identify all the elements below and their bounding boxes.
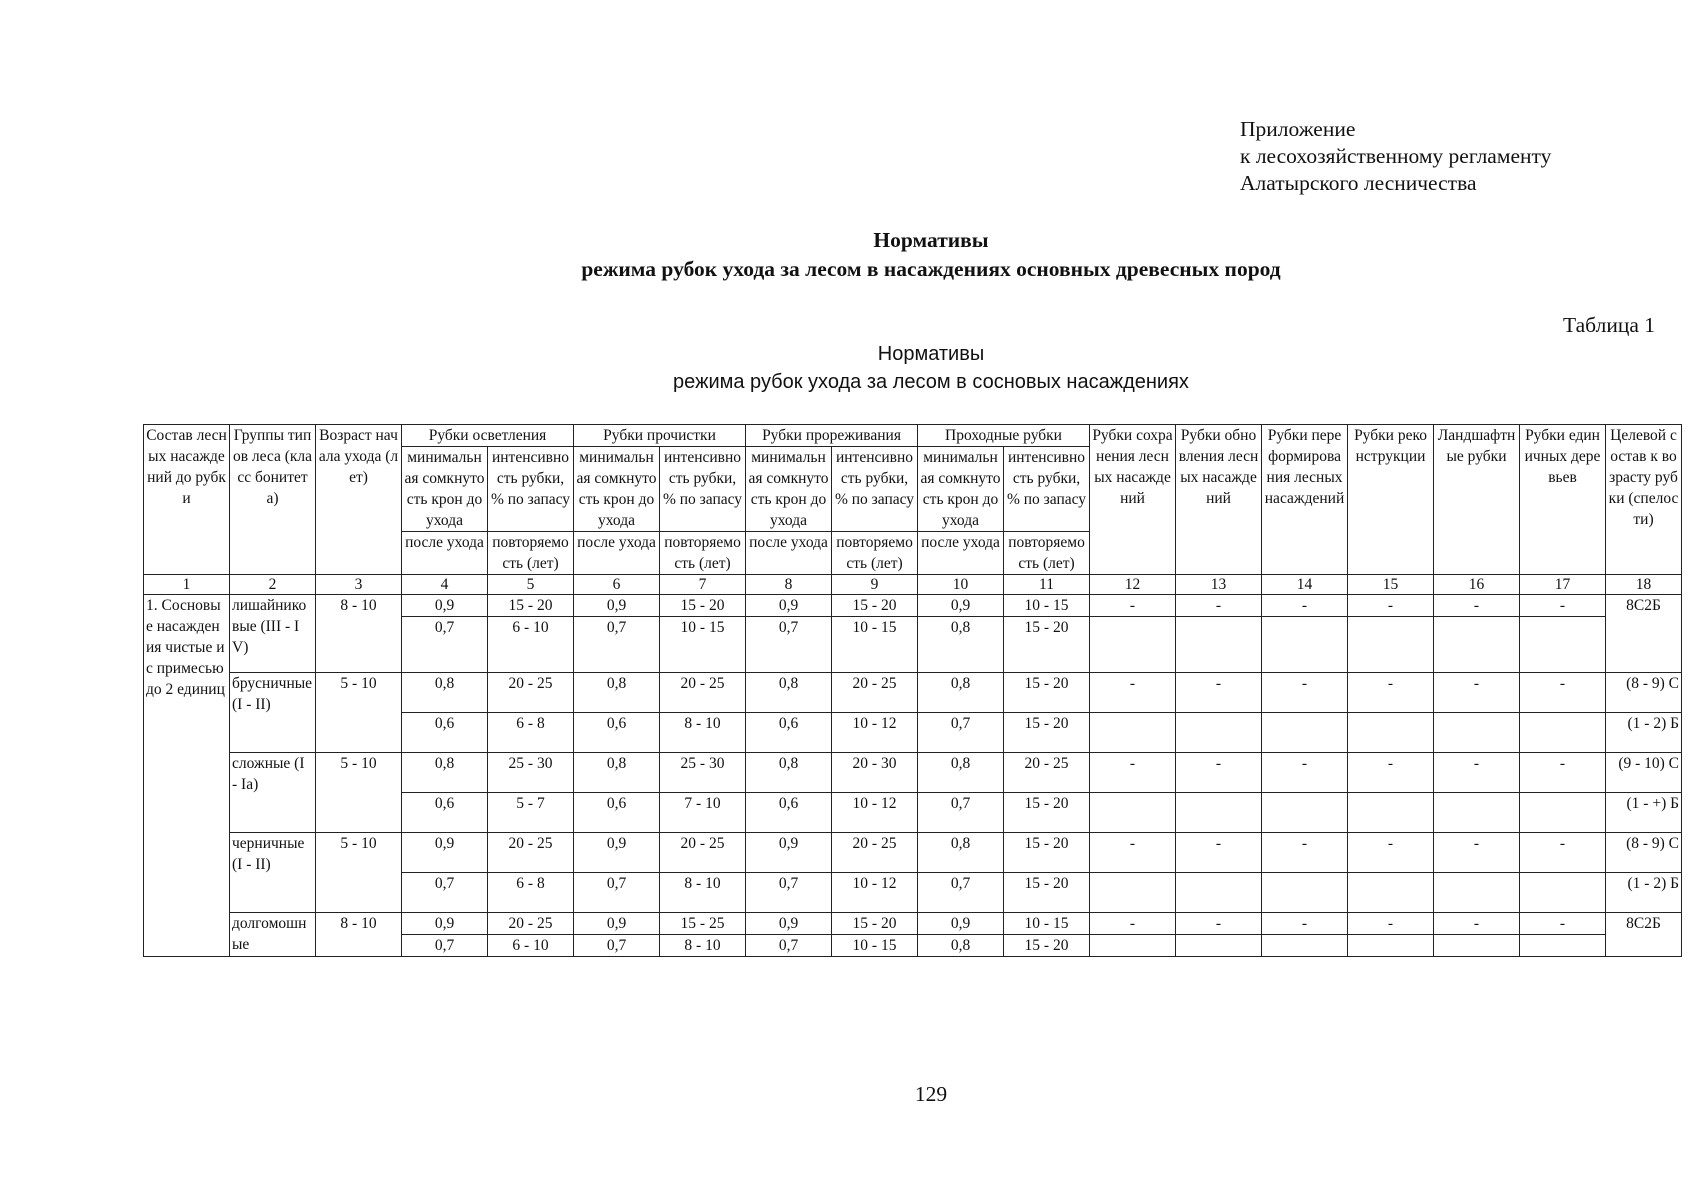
column-number: 6 [574, 575, 660, 595]
empty-cell [1262, 935, 1348, 957]
dash-cell: - [1090, 833, 1176, 873]
header-clearing: Рубки прочистки [574, 425, 746, 447]
column-number: 18 [1606, 575, 1682, 595]
dash-cell: - [1176, 595, 1262, 617]
norm-value-cell: 10 - 12 [832, 793, 918, 833]
appendix-line: к лесохозяйственному регламенту [1240, 144, 1552, 168]
table-row [144, 595, 1682, 617]
dash-cell: - [1176, 833, 1262, 873]
norm-value-cell: 0,8 [402, 673, 488, 713]
norm-value-cell: 10 - 15 [832, 935, 918, 957]
empty-cell [1434, 873, 1520, 913]
subheader-repeat: повторяемость (лет) [1004, 532, 1090, 575]
norm-value-cell: 0,9 [574, 913, 660, 935]
column-number: 9 [832, 575, 918, 595]
empty-cell [1262, 617, 1348, 673]
norm-value-cell: 15 - 20 [488, 595, 574, 617]
norm-value-cell: 6 - 10 [488, 617, 574, 673]
target-composition-cell: (1 - 2) Б [1606, 873, 1682, 913]
header-forest-groups: Группы типов леса (класс бонитета) [230, 425, 316, 575]
empty-cell [1434, 713, 1520, 753]
column-number: 3 [316, 575, 402, 595]
column-number: 8 [746, 575, 832, 595]
header-passing: Проходные рубки [918, 425, 1090, 447]
dash-cell: - [1176, 753, 1262, 793]
empty-cell [1348, 617, 1434, 673]
empty-cell [1520, 713, 1606, 753]
empty-cell [1176, 617, 1262, 673]
norm-value-cell: 0,9 [746, 913, 832, 935]
dash-cell: - [1176, 913, 1262, 935]
subheader-after-care: после ухода [918, 532, 1004, 575]
norm-value-cell: 6 - 10 [488, 935, 574, 957]
document-title-line: режима рубок ухода за лесом в насаждениях основных древесных пород [581, 257, 1281, 281]
dash-cell: - [1520, 595, 1606, 617]
header-preservation: Рубки сохранения лесных насаждений [1090, 425, 1176, 575]
column-number: 11 [1004, 575, 1090, 595]
norm-value-cell: 0,8 [918, 753, 1004, 793]
norm-value-cell: 0,9 [574, 595, 660, 617]
page-number: 129 [914, 1082, 948, 1106]
norm-value-cell: 0,9 [574, 833, 660, 873]
empty-cell [1090, 935, 1176, 957]
subheader-repeat: повторяемость (лет) [660, 532, 746, 575]
norm-value-cell: 20 - 25 [660, 833, 746, 873]
norm-value-cell: 0,6 [574, 793, 660, 833]
target-composition-cell: (9 - 10) С [1606, 753, 1682, 793]
column-number-row [144, 575, 1682, 595]
column-number: 12 [1090, 575, 1176, 595]
norm-value-cell: 0,9 [746, 833, 832, 873]
document-title [0, 226, 1697, 284]
empty-cell [1262, 873, 1348, 913]
subheader-after-care: после ухода [574, 532, 660, 575]
target-composition-cell: (8 - 9) С [1606, 673, 1682, 713]
empty-cell [1176, 793, 1262, 833]
subheader-intensity: интенсивность рубки, % по запасу [488, 447, 574, 532]
norm-value-cell: 0,8 [746, 673, 832, 713]
empty-cell [1348, 873, 1434, 913]
subheader-after-care: после ухода [402, 532, 488, 575]
norm-value-cell: 0,7 [402, 873, 488, 913]
dash-cell: - [1176, 673, 1262, 713]
norm-value-cell: 15 - 20 [1004, 713, 1090, 753]
norm-value-cell: 0,7 [574, 617, 660, 673]
appendix-note [1240, 116, 1551, 197]
start-age-cell: 5 - 10 [316, 673, 402, 753]
norm-value-cell: 0,8 [918, 617, 1004, 673]
start-age-cell: 5 - 10 [316, 753, 402, 833]
norm-value-cell: 20 - 25 [488, 673, 574, 713]
subheader-min-density: минимальная сомкнутость крон до ухода [918, 447, 1004, 532]
forest-type-cell: лишайниковые (III - IV) [230, 595, 316, 673]
norm-value-cell: 0,7 [746, 617, 832, 673]
subheader-intensity: интенсивность рубки, % по запасу [1004, 447, 1090, 532]
norm-value-cell: 20 - 25 [488, 913, 574, 935]
empty-cell [1176, 935, 1262, 957]
empty-cell [1348, 793, 1434, 833]
dash-cell: - [1090, 673, 1176, 713]
norm-value-cell: 8 - 10 [660, 713, 746, 753]
dash-cell: - [1090, 753, 1176, 793]
dash-cell: - [1262, 753, 1348, 793]
norm-value-cell: 15 - 20 [832, 913, 918, 935]
norms-table-body [144, 425, 1682, 957]
norm-value-cell: 15 - 20 [1004, 833, 1090, 873]
column-number: 10 [918, 575, 1004, 595]
appendix-line: Алатырского лесничества [1240, 171, 1477, 195]
document-title-line: Нормативы [873, 228, 989, 252]
norm-value-cell: 0,9 [918, 913, 1004, 935]
norm-value-cell: 0,9 [402, 833, 488, 873]
header-composition: Состав лесных насаждений до рубки [144, 425, 230, 575]
norm-value-cell: 0,8 [574, 753, 660, 793]
start-age-cell: 5 - 10 [316, 833, 402, 913]
norm-value-cell: 0,7 [746, 935, 832, 957]
dash-cell: - [1348, 913, 1434, 935]
empty-cell [1262, 713, 1348, 753]
norm-value-cell: 0,8 [402, 753, 488, 793]
dash-cell: - [1348, 673, 1434, 713]
forest-type-cell: черничные (I - II) [230, 833, 316, 913]
subheader-min-density: минимальная сомкнутость крон до ухода [402, 447, 488, 532]
subheader-repeat: повторяемость (лет) [832, 532, 918, 575]
norm-value-cell: 0,6 [402, 793, 488, 833]
norm-value-cell: 20 - 25 [832, 673, 918, 713]
norm-value-cell: 15 - 20 [1004, 673, 1090, 713]
column-number: 1 [144, 575, 230, 595]
norm-value-cell: 8 - 10 [660, 873, 746, 913]
norm-value-cell: 10 - 12 [832, 713, 918, 753]
empty-cell [1434, 617, 1520, 673]
norm-value-cell: 0,6 [746, 713, 832, 753]
norm-value-cell: 7 - 10 [660, 793, 746, 833]
norm-value-cell: 20 - 25 [832, 833, 918, 873]
norm-value-cell: 0,7 [574, 873, 660, 913]
dash-cell: - [1520, 913, 1606, 935]
empty-cell [1434, 935, 1520, 957]
table-title [0, 340, 1697, 396]
norm-value-cell: 0,7 [402, 935, 488, 957]
norm-value-cell: 20 - 25 [488, 833, 574, 873]
norms-table [143, 424, 1682, 957]
norm-value-cell: 20 - 25 [660, 673, 746, 713]
empty-cell [1262, 793, 1348, 833]
target-composition-cell: (1 - +) Б [1606, 793, 1682, 833]
empty-cell [1434, 793, 1520, 833]
norm-value-cell: 0,9 [746, 595, 832, 617]
column-number: 15 [1348, 575, 1434, 595]
norm-value-cell: 10 - 15 [1004, 913, 1090, 935]
empty-cell [1348, 935, 1434, 957]
dash-cell: - [1520, 753, 1606, 793]
norm-value-cell: 0,7 [402, 617, 488, 673]
target-composition-cell: (1 - 2) Б [1606, 713, 1682, 753]
dash-cell: - [1262, 913, 1348, 935]
table-title-line: Нормативы [877, 343, 985, 365]
norm-value-cell: 0,6 [402, 713, 488, 753]
norm-value-cell: 10 - 15 [1004, 595, 1090, 617]
empty-cell [1520, 617, 1606, 673]
norm-value-cell: 5 - 7 [488, 793, 574, 833]
subheader-min-density: минимальная сомкнутость крон до ухода [574, 447, 660, 532]
norm-value-cell: 10 - 15 [832, 617, 918, 673]
norm-value-cell: 0,7 [918, 713, 1004, 753]
norm-value-cell: 6 - 8 [488, 713, 574, 753]
empty-cell [1090, 793, 1176, 833]
norm-value-cell: 25 - 30 [488, 753, 574, 793]
norm-value-cell: 0,7 [574, 935, 660, 957]
empty-cell [1090, 713, 1176, 753]
header-target: Целевой состав к возрасту рубки (спелости) [1606, 425, 1682, 575]
norm-value-cell: 8 - 10 [660, 935, 746, 957]
norm-value-cell: 0,9 [402, 913, 488, 935]
header-renewal: Рубки обновления лесных насаждений [1176, 425, 1262, 575]
dash-cell: - [1090, 913, 1176, 935]
norm-value-cell: 0,8 [918, 673, 1004, 713]
empty-cell [1176, 713, 1262, 753]
header-row [144, 425, 1682, 447]
target-composition-cell: (8 - 9) С [1606, 833, 1682, 873]
target-composition-cell: 8С2Б [1606, 595, 1682, 673]
norm-value-cell: 15 - 20 [832, 595, 918, 617]
table-title-line: режима рубок ухода за лесом в сосновых насаждениях [673, 371, 1189, 393]
header-reconstruction: Рубки реконструкции [1348, 425, 1434, 575]
subheader-intensity: интенсивность рубки, % по запасу [660, 447, 746, 532]
dash-cell: - [1348, 595, 1434, 617]
norm-value-cell: 15 - 20 [1004, 873, 1090, 913]
norm-value-cell: 0,8 [918, 935, 1004, 957]
start-age-cell: 8 - 10 [316, 913, 402, 957]
empty-cell [1090, 873, 1176, 913]
target-composition-cell: 8С2Б [1606, 913, 1682, 957]
dash-cell: - [1262, 833, 1348, 873]
stand-group-cell: 1. Сосновые насаждения чистые и с примесью до 2 единиц [144, 595, 230, 957]
subheader-intensity: интенсивность рубки, % по запасу [832, 447, 918, 532]
dash-cell: - [1434, 833, 1520, 873]
dash-cell: - [1434, 595, 1520, 617]
empty-cell [1520, 873, 1606, 913]
dash-cell: - [1520, 833, 1606, 873]
header-reformation: Рубки переформирования лесных насаждений [1262, 425, 1348, 575]
header-start-age: Возраст начала ухода (лет) [316, 425, 402, 575]
start-age-cell: 8 - 10 [316, 595, 402, 673]
norm-value-cell: 10 - 15 [660, 617, 746, 673]
column-number: 14 [1262, 575, 1348, 595]
norm-value-cell: 0,8 [574, 673, 660, 713]
header-cleaning: Рубки осветления [402, 425, 574, 447]
dash-cell: - [1348, 753, 1434, 793]
empty-cell [1176, 873, 1262, 913]
column-number: 17 [1520, 575, 1606, 595]
header-thinning: Рубки прореживания [746, 425, 918, 447]
norm-value-cell: 15 - 25 [660, 913, 746, 935]
dash-cell: - [1262, 595, 1348, 617]
appendix-line: Приложение [1240, 117, 1356, 141]
norm-value-cell: 15 - 20 [1004, 935, 1090, 957]
norm-value-cell: 0,9 [402, 595, 488, 617]
norm-value-cell: 20 - 25 [1004, 753, 1090, 793]
header-landscape: Ландшафтные рубки [1434, 425, 1520, 575]
norm-value-cell: 25 - 30 [660, 753, 746, 793]
table-row [144, 673, 1682, 713]
forest-type-cell: сложные (I - Ia) [230, 753, 316, 833]
subheader-repeat: повторяемость (лет) [488, 532, 574, 575]
empty-cell [1090, 617, 1176, 673]
empty-cell [1348, 713, 1434, 753]
norm-value-cell: 15 - 20 [660, 595, 746, 617]
norm-value-cell: 0,7 [918, 793, 1004, 833]
table-number: Таблица 1 [1563, 313, 1655, 337]
dash-cell: - [1520, 673, 1606, 713]
norm-value-cell: 0,7 [746, 873, 832, 913]
dash-cell: - [1348, 833, 1434, 873]
column-number: 16 [1434, 575, 1520, 595]
norm-value-cell: 15 - 20 [1004, 793, 1090, 833]
table-row [144, 833, 1682, 873]
empty-cell [1520, 793, 1606, 833]
table-row [144, 913, 1682, 935]
norm-value-cell: 20 - 30 [832, 753, 918, 793]
dash-cell: - [1434, 753, 1520, 793]
column-number: 7 [660, 575, 746, 595]
norm-value-cell: 0,8 [746, 753, 832, 793]
dash-cell: - [1090, 595, 1176, 617]
column-number: 5 [488, 575, 574, 595]
column-number: 2 [230, 575, 316, 595]
norm-value-cell: 0,6 [746, 793, 832, 833]
dash-cell: - [1434, 673, 1520, 713]
norm-value-cell: 0,9 [918, 595, 1004, 617]
dash-cell: - [1434, 913, 1520, 935]
norm-value-cell: 6 - 8 [488, 873, 574, 913]
column-number: 13 [1176, 575, 1262, 595]
table-row [144, 753, 1682, 793]
empty-cell [1520, 935, 1606, 957]
norm-value-cell: 0,6 [574, 713, 660, 753]
subheader-min-density: минимальная сомкнутость крон до ухода [746, 447, 832, 532]
subheader-after-care: после ухода [746, 532, 832, 575]
forest-type-cell: долгомошные [230, 913, 316, 957]
dash-cell: - [1262, 673, 1348, 713]
norm-value-cell: 0,8 [918, 833, 1004, 873]
header-single-trees: Рубки единичных деревьев [1520, 425, 1606, 575]
norm-value-cell: 10 - 12 [832, 873, 918, 913]
norm-value-cell: 0,7 [918, 873, 1004, 913]
norm-value-cell: 15 - 20 [1004, 617, 1090, 673]
column-number: 4 [402, 575, 488, 595]
forest-type-cell: брусничные (I - II) [230, 673, 316, 753]
